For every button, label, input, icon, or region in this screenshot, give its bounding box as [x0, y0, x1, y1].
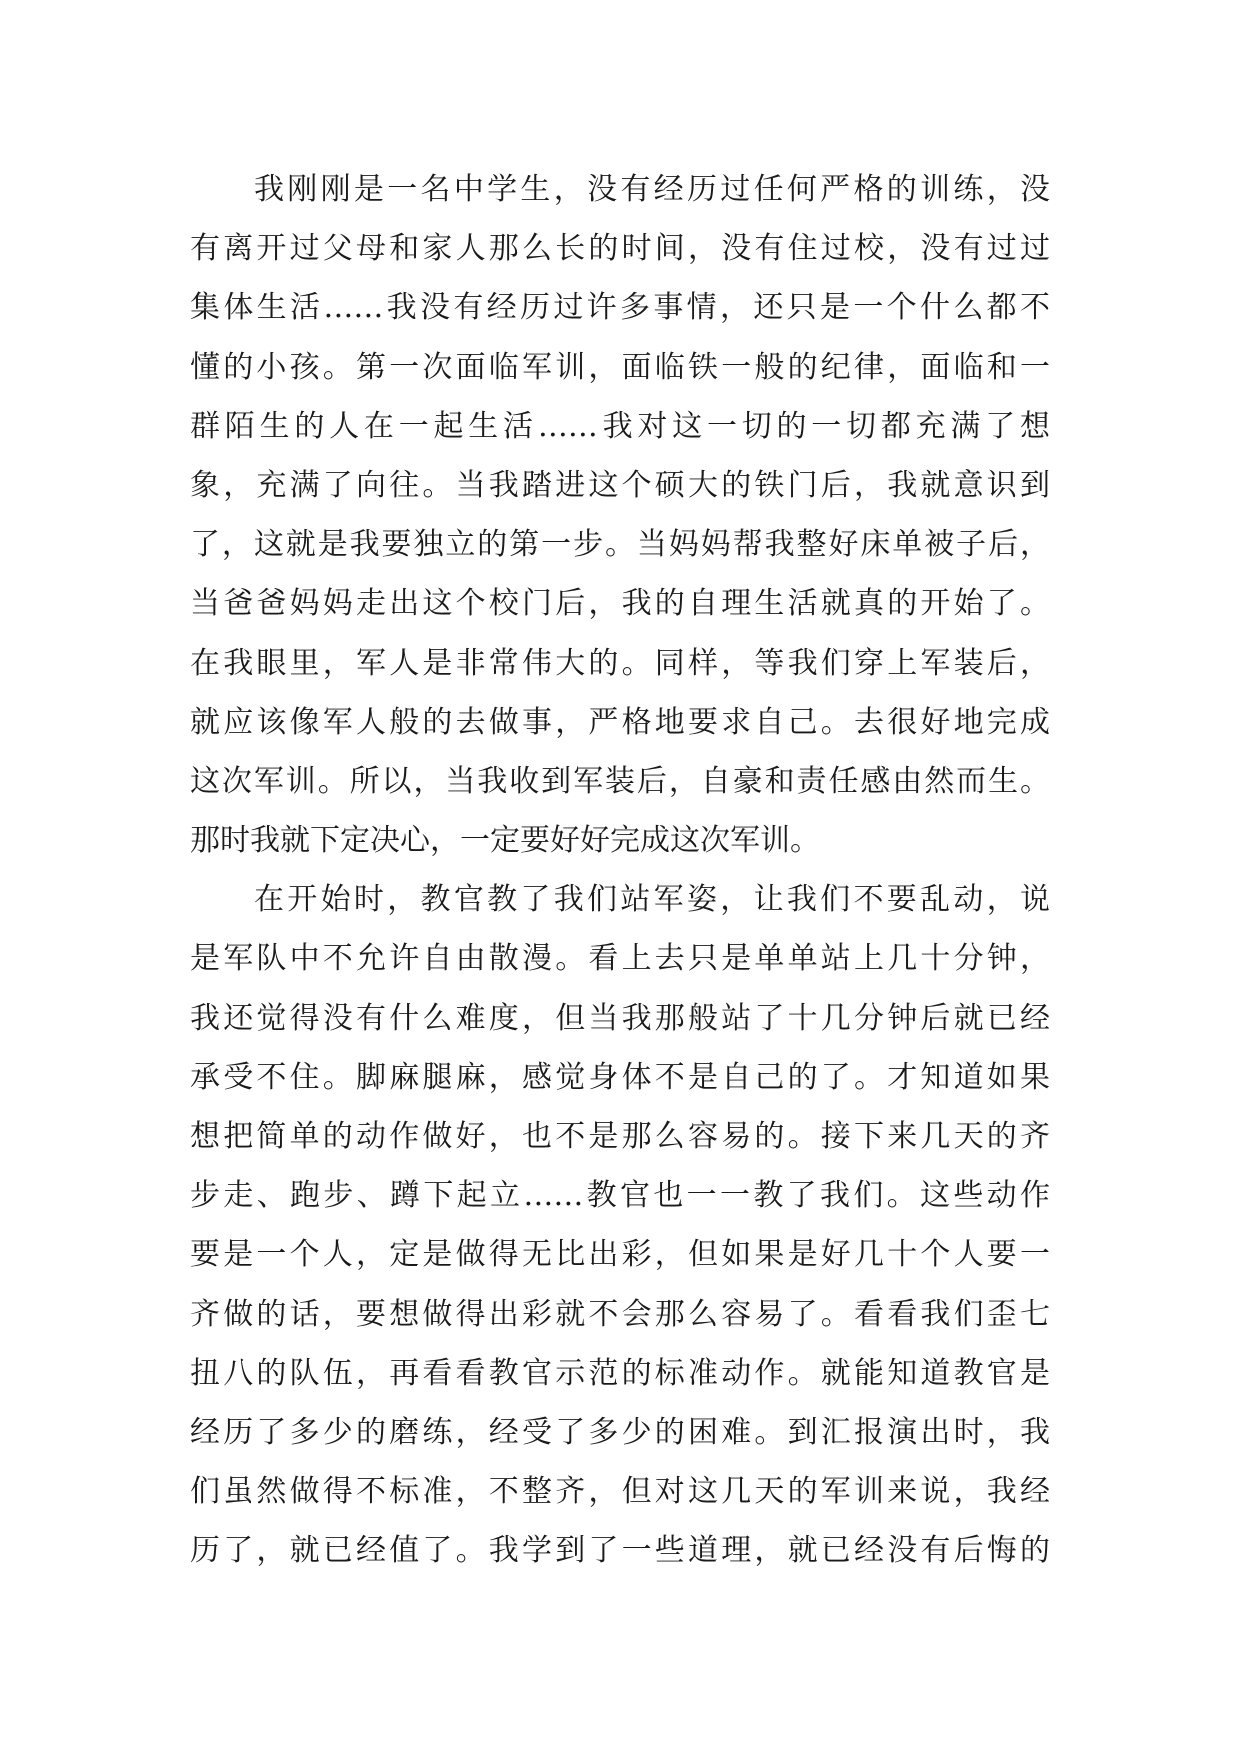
text-line: 我刚刚是一名中学生，没有经历过任何严格的训练，没: [254, 172, 1050, 207]
text-line: 步走、跑步、蹲下起立……教官也一一教了我们。这些动作: [190, 1178, 1050, 1214]
text-line: 历了，就已经值了。我学到了一些道理，就已经没有后悔的: [190, 1533, 1050, 1569]
text-line: 齐做的话，要想做得出彩就不会那么容易了。看看我们歪七: [190, 1296, 1050, 1332]
text-line: 在我眼里，军人是非常伟大的。同样，等我们穿上军装后，: [190, 645, 1050, 681]
text-line: 扭八的队伍，再看看教官示范的标准动作。就能知道教官是: [190, 1355, 1050, 1391]
text-line: 有离开过父母和家人那么长的时间，没有住过校，没有过过: [190, 231, 1050, 267]
text-line: 当爸爸妈妈走出这个校门后，我的自理生活就真的开始了。: [190, 586, 1050, 622]
text-line: 集体生活……我没有经历过许多事情，还只是一个什么都不: [190, 290, 1050, 326]
text-line: 经历了多少的磨练，经受了多少的困难。到汇报演出时，我: [190, 1414, 1050, 1450]
text-line: 是军队中不允许自由散漫。看上去只是单单站上几十分钟，: [190, 941, 1050, 977]
text-line: 们虽然做得不标准，不整齐，但对这几天的军训来说，我经: [190, 1474, 1050, 1510]
text-line: 象，充满了向往。当我踏进这个硕大的铁门后，我就意识到: [190, 467, 1050, 503]
text-line: 我还觉得没有什么难度，但当我那般站了十几分钟后就已经: [190, 1000, 1050, 1036]
text-line: 那时我就下定决心，一定要好好完成这次军训。: [190, 823, 820, 859]
text-line: 承受不住。脚麻腿麻，感觉身体不是自己的了。才知道如果: [190, 1059, 1050, 1095]
text-line: 就应该像军人般的去做事，严格地要求自己。去很好地完成: [190, 704, 1050, 740]
body-text: [190, 160, 1050, 1581]
text-line: 了，这就是我要独立的第一步。当妈妈帮我整好床单被子后，: [190, 527, 1050, 563]
text-line: 群陌生的人在一起生活……我对这一切的一切都充满了想: [190, 408, 1050, 444]
text-line: 想把简单的动作做好，也不是那么容易的。接下来几天的齐: [190, 1119, 1050, 1154]
text-line: 要是一个人，定是做得无比出彩，但如果是好几十个人要一: [190, 1237, 1050, 1273]
text-line: 这次军训。所以，当我收到军装后，自豪和责任感由然而生。: [190, 763, 1050, 799]
text-line: 在开始时，教官教了我们站军姿，让我们不要乱动，说: [254, 882, 1050, 918]
text-line: 懂的小孩。第一次面临军训，面临铁一般的纪律，面临和一: [190, 349, 1050, 385]
